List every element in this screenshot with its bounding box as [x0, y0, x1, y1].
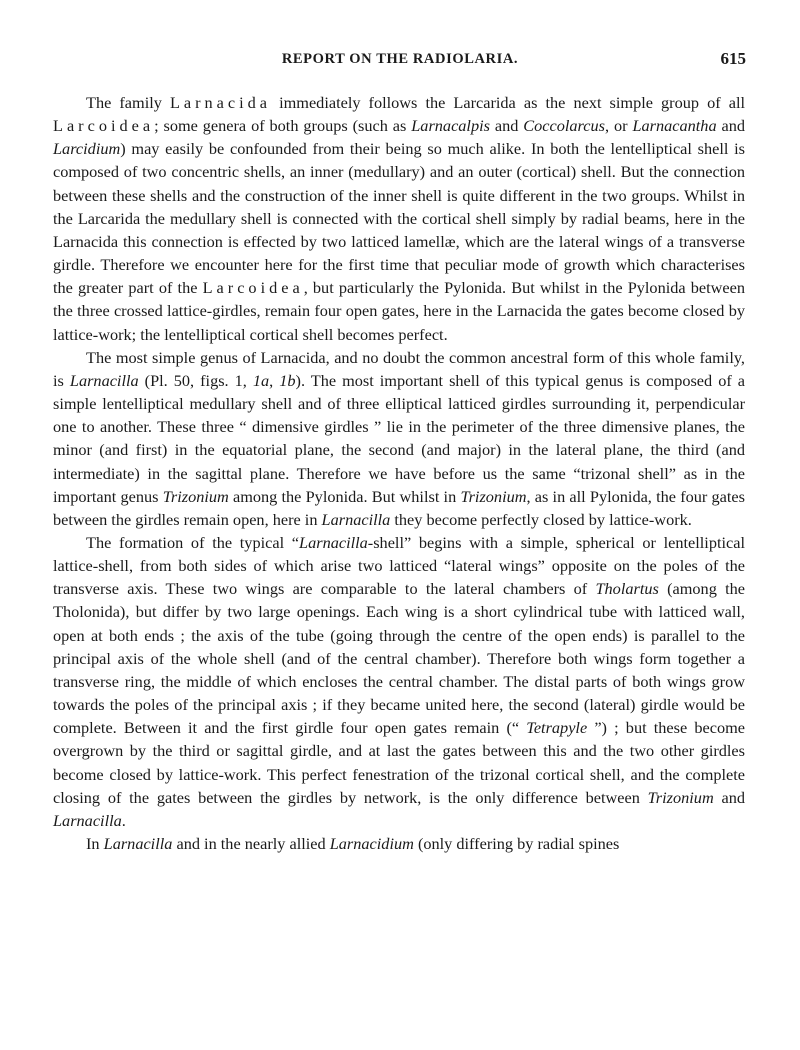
text-run: (among the Tholonida), but differ by two large openings. Each wing is a short cylindrical tube with latticed wall, open at both ends ; the axis of the tube (going through the centre of the open ends) is parallel to the principal axis of the whole shell (and of the central chamber). Therefore both wings form together a transverse ring, the middle of which encloses the central chamber. The distal parts of both wings grow towards the poles of the principal axis ; if they became united here, the second (lateral) girdle would be complete. Between it and the first girdle four open gates remain (“ [53, 579, 746, 738]
genus-name: Larnacidium [329, 834, 414, 853]
text-run: , [269, 370, 280, 390]
text-run: The most simple genus of Larnacida, and no doubt the common ancestral form of this whole family, is [53, 347, 745, 390]
paragraph-2 [53, 346, 745, 531]
genus-name: Larnacilla [299, 532, 368, 552]
text-run: among the Pylonida. But whilst in [228, 486, 461, 506]
spaced-term: Larcoidea [202, 278, 304, 298]
genus-name: Tetrapyle [526, 718, 588, 738]
text-run: -shell” begins with a simple, spherical or lentelliptical lattice-shell, from both sides of which arise two latticed “lateral wings” opposite on the poles of the transverse axis. These two wings are comparable to the lateral chambers of [53, 532, 745, 599]
text-run: immediately follows the Larcarida as the next simple group of all [271, 93, 745, 112]
text-run: ) may easily be confounded from their being so much alike. In both the lentelliptical shell is composed of two concentric shells, an inner (medullary) and an outer (cortical) shell. But the connection between these shells and the construction of the inner shell is quite different in the two groups. Whilst in the Larcarida the medullary shell is connected with the cortical shell simply by radial beams, here in the Larnacida this connection is effected by two latticed lamellæ, which are the lateral wings of a transverse girdle. Therefore we encounter here for the first time that peculiar mode of growth which characterises the greater part of the [53, 139, 745, 298]
text-run: ; some genera of both groups (such as [154, 116, 412, 136]
paragraph-1 [53, 91, 745, 346]
text-run: ). The most important shell of this typical genus is composed of a simple lentelliptical medullary shell and of three elliptical latticed girdles surrounding it, perpendicular one to another. These three “ dimensive girdles ” lie in the perimeter of the three dimensive planes, the minor (and first) in the equatorial plane, the second (and major) in the lateral plane, the third (and intermediate) in the sagittal plane. Therefore we have before us the same “trizonal shell” as in the important genus [53, 370, 746, 506]
text-run: The formation of the typical “ [86, 532, 300, 552]
text-run: and [716, 116, 746, 136]
running-title: REPORT ON THE RADIOLARIA. [281, 51, 519, 67]
text-run: (Pl. 50, figs. 1, [138, 370, 253, 390]
text-run: , as in all Pylonida, the four gates between the girdles remain open, here in [53, 486, 745, 529]
genus-name: Trizonium [647, 787, 714, 807]
genus-name: Larnacilla [321, 509, 391, 529]
page-number: 615 [720, 49, 746, 68]
text-run: (only differing by radial spines [413, 834, 620, 853]
figure-ref: 1a [252, 370, 270, 390]
text-run: . [121, 810, 126, 830]
text-run: and in the nearly allied [172, 834, 330, 853]
text-run: , but particularly the Pylonida. But whilst in the Pylonida between the three crossed lattice-girdles, remain four open gates, here in the Larnacida the gates become closed by lattice-work; the lentelliptical cortical shell becomes perfect. [53, 278, 745, 344]
genus-name: Larnacalpis [411, 116, 490, 136]
text-run: The family [86, 93, 170, 112]
text-run: , or [605, 116, 633, 136]
spaced-term: Larcoidea [53, 116, 155, 136]
genus-name: Coccolarcus [523, 116, 605, 136]
figure-ref: 1b [279, 370, 296, 390]
genus-name: Tholartus [595, 579, 659, 599]
text-run: In [86, 834, 104, 853]
body-text [53, 91, 745, 855]
text-run: and [713, 787, 746, 807]
genus-name: Larnacantha [632, 116, 717, 136]
genus-name: Larnacilla [53, 810, 122, 830]
paragraph-3 [53, 531, 745, 832]
genus-name: Larcidium [53, 139, 121, 159]
genus-name: Trizonium [162, 486, 229, 506]
text-run: and [489, 116, 524, 136]
running-head [0, 49, 800, 73]
text-run: ”) ; but these become overgrown by the third or sagittal girdle, and at last the gates between this and the two other girdles become closed by lattice-work. This perfect fenestration of the trizonal cortical shell, and the complete closing of the gates between the girdles by network, is the only difference between [53, 718, 745, 807]
text-run: they become perfectly closed by lattice-work. [390, 509, 692, 529]
spaced-term: Larnacida [169, 93, 272, 112]
genus-name: Larnacilla [103, 834, 173, 853]
paragraph-4 [53, 832, 745, 855]
genus-name: Larnacilla [69, 370, 139, 390]
genus-name: Trizonium [460, 486, 527, 506]
